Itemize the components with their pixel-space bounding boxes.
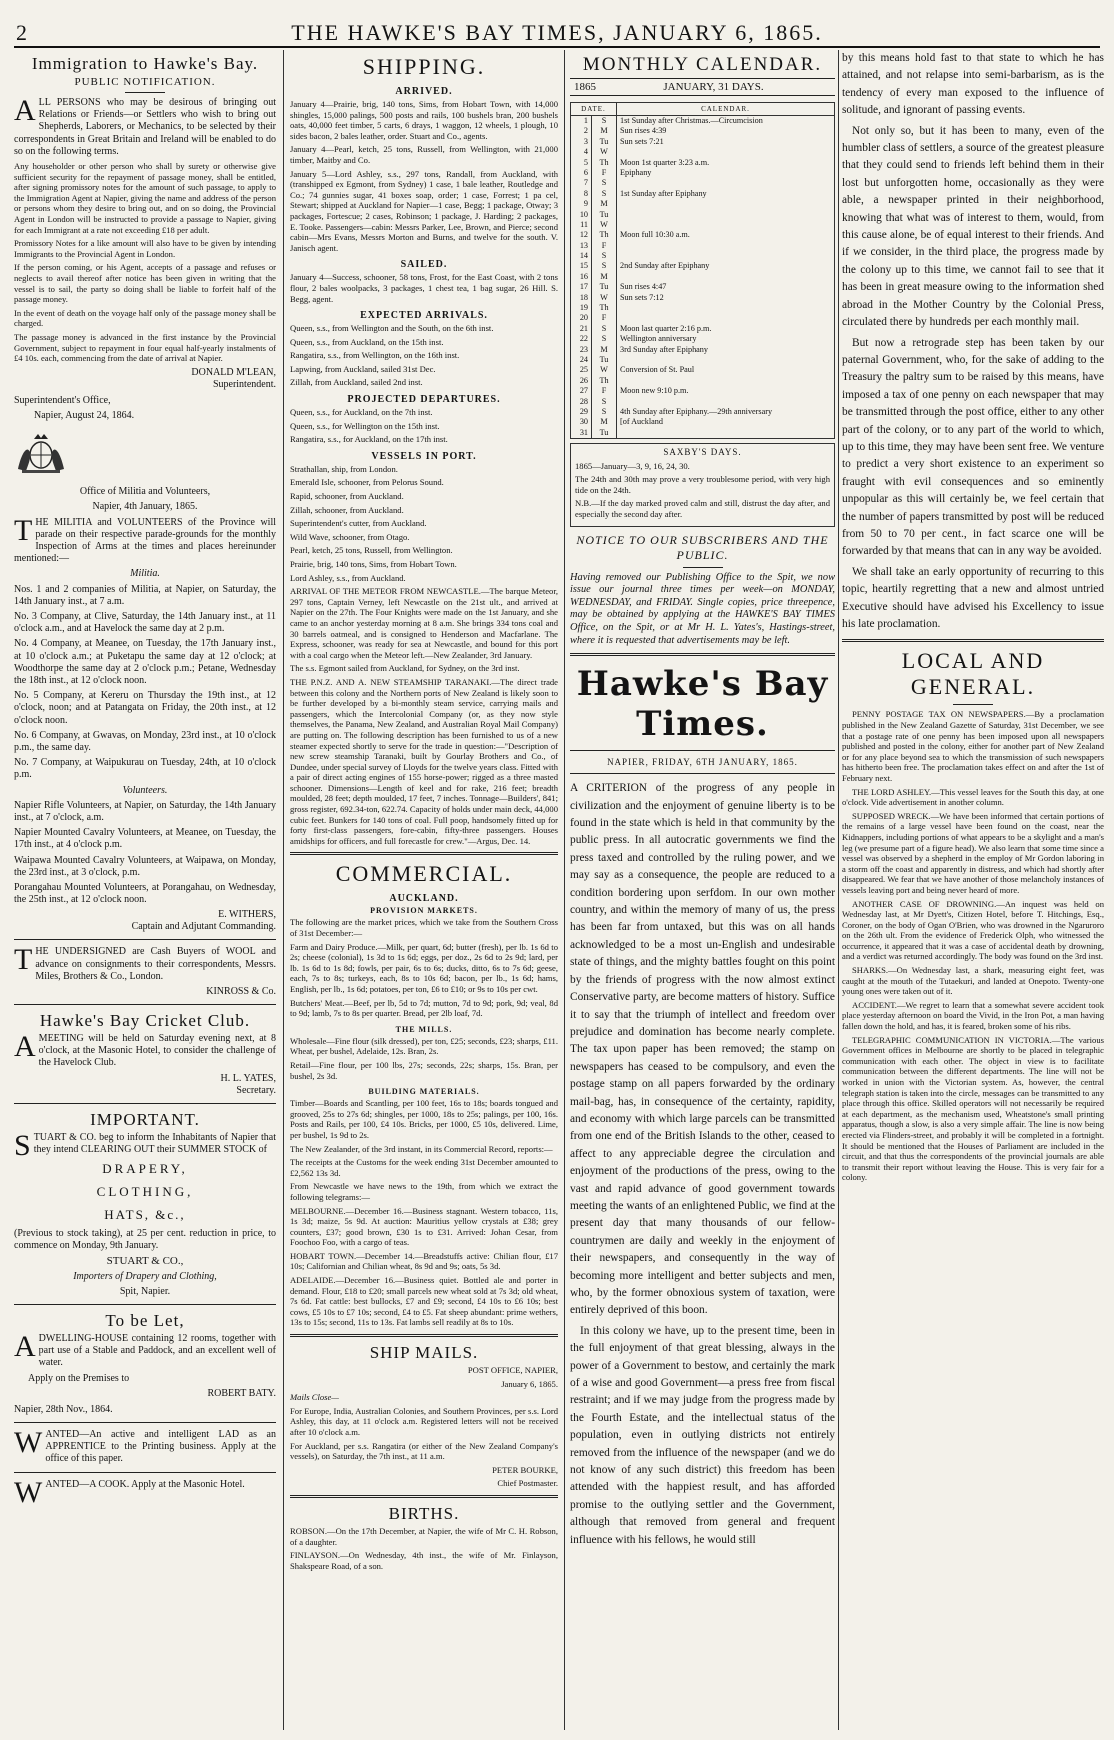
calendar-day: 12 (571, 230, 592, 240)
calendar-day: 7 (571, 178, 592, 188)
calendar-row (571, 178, 835, 188)
signature: H. L. YATES, Secretary. (220, 1072, 276, 1096)
editorial-paragraph: by this means hold fast to that state to which he has attained, and not relapse into semi-barbarism, as is the tendency of every man exposed to the influence of solitude, and ignorant of passing events. (842, 52, 1104, 117)
office-line: Superintendent's Office, (14, 394, 111, 406)
vessel-entry: Prairie, brig, 140 tons, Sims, from Hobart Town. (290, 559, 457, 569)
column-rule (564, 50, 565, 1730)
immigration-paragraph: Promissory Notes for a like amount will also have to be given by intending Immigrants to the Provincial Agent in London. (14, 238, 276, 259)
mail-entry: For Auckland, per s.s. Rangatira (or either of the New Zealand Company's vessels), on Saturday, the 7th inst., at 11 a.m. (290, 1440, 558, 1462)
calendar-weekday: M (592, 345, 617, 355)
calendar-event: Conversion of St. Paul (617, 365, 835, 375)
calendar-day: 22 (571, 334, 592, 344)
calendar-event: Sun sets 7:21 (617, 137, 835, 147)
dropcap: W (14, 1426, 43, 1460)
divider (570, 653, 835, 656)
calendar-day: 9 (571, 199, 592, 209)
divider (290, 1495, 558, 1498)
calendar-row (571, 407, 835, 417)
calendar-row (571, 168, 835, 178)
cricket-ad: AMEETING will be held on Saturday evening next, at 8 o'clock, at the Masonic Hotel, to consider the challenge of the Havelock Club. (14, 1030, 276, 1069)
calendar-weekday: Tu (592, 282, 617, 292)
calendar-day: 23 (571, 345, 592, 355)
calendar-row (571, 241, 835, 251)
calendar-year: 1865 (574, 81, 596, 93)
shipping-entry: January 4—Success, schooner, 58 tons, Frost, for the East Coast, with 2 tons flour, 2 bales woolpacks, 3 packages, 1 chest tea, 1 bag sugar, 26 Hill. S. Begg, agent. (290, 272, 558, 304)
calendar-event (617, 220, 835, 230)
divider (570, 773, 835, 774)
editorial-paragraph: In this colony we have, up to the present time, been in the full enjoyment of that great blessing, always in the power of a Government to bestow, and certainly the mark of a wise and good Government—a press free from fiscal restraint; and if we may judge from the progress made by the Fourth Estate, and the intellectual status of the population, even in outlying districts not entirely removed from the influence of the newspaper (and we do not know of any such district) this freedom has been attended with the happiest result, and has afforded promise to the outlying settler and the Government, although that removed from general and frequent influence with his fellows, he would still (570, 1324, 835, 1546)
sailed-heading: SAILED. (400, 259, 448, 271)
signature: PETER BOURKE, (492, 1464, 558, 1475)
militia-item: Nos. 1 and 2 companies of Militia, at Napier, on Saturday, the 14th January inst., at 7 a.m. (14, 583, 276, 607)
important-terms: (Previous to stock taking), at 25 per cent. reduction in price, to commence on Monday, 9th January. (14, 1228, 276, 1252)
column-2 (290, 50, 558, 1574)
calendar-day: 18 (571, 293, 592, 303)
calendar-row (571, 324, 835, 334)
mail-entry: For Europe, India, Australian Colonies, and Southern Provinces, per s.s. Lord Ashley, this day, at 11 o'clock a.m. Registered letters will not be received after 10 o'clock a.m. (290, 1405, 558, 1437)
notice-text: Having removed our Publishing Office to the Spit, we now issue our journal three times per week—on MONDAY, WEDNESDAY, and FRIDAY. Single copies, price threepence, may be obtained by applying at the HAWKE'S BAY TIMES Office, on the Spit, or at Mr H. L. Yates's, Hastings-street, where it is requested that advertisements may be left. (570, 571, 835, 646)
vessel-entry: Strathallan, ship, from London. (290, 463, 398, 474)
provision-heading: PROVISION MARKETS. (370, 906, 478, 916)
militia-item: No. 7 Company, at Waipukurau on Tuesday, 24th, at 10 o'clock p.m. (14, 757, 276, 781)
divider (14, 1103, 276, 1104)
short-rule (125, 92, 165, 93)
vessel-entry: Emerald Isle, schooner, from Pelorus Sound. (290, 477, 444, 488)
calendar-event (617, 210, 835, 220)
column-4 (842, 50, 1104, 1186)
calendar-row (571, 220, 835, 230)
mills-heading: THE MILLS. (395, 1024, 453, 1034)
saxby-days: 1865—January—3, 9, 16, 24, 30. (575, 460, 690, 471)
calendar-weekday: F (592, 241, 617, 251)
calendar-row (571, 417, 835, 427)
page-number: 2 (16, 20, 27, 45)
calendar-event (617, 428, 835, 439)
mails-close-label: Mails Close— (290, 1392, 339, 1403)
calendar-day: 4 (571, 147, 592, 157)
vessel-entry: Zillah, schooner, from Auckland. (290, 504, 404, 515)
calendar-day: 26 (571, 376, 592, 386)
calendar-weekday: S (592, 261, 617, 271)
post-date-line: January 6, 1865. (501, 1378, 558, 1389)
calendar-event: 1st Sunday after Epiphany (617, 189, 835, 199)
calendar-month: JANUARY, 31 DAYS. (663, 81, 764, 93)
calendar-weekday: S (592, 407, 617, 417)
immigration-heading: Immigration to Hawke's Bay. (31, 54, 259, 73)
militia-item: No. 3 Company, at Clive, Saturday, the 14th January inst., at 11 o'clock a.m., and at Havelock the same day at 2 p.m. (14, 610, 276, 635)
masthead-title: THE HAWKE'S BAY TIMES, JANUARY 6, 1865. (291, 20, 823, 45)
calendar-date-header: DATE. (571, 103, 617, 116)
dropcap: T (14, 943, 33, 977)
calendar-weekday: S (592, 178, 617, 188)
calendar-event (617, 397, 835, 407)
shipping-entry: Rangatira, s.s., for Auckland, on the 17th inst. (290, 434, 448, 445)
divider (14, 1422, 276, 1423)
calendar-event (617, 272, 835, 282)
projected-heading: PROJECTED DEPARTURES. (347, 394, 501, 406)
calendar-event: 3rd Sunday after Epiphany (617, 345, 835, 355)
ship-mails-heading: SHIP MAILS. (369, 1343, 479, 1363)
calendar-day: 20 (571, 313, 592, 323)
calendar-day: 6 (571, 168, 592, 178)
calendar-event (617, 355, 835, 365)
calendar-event: Epiphany (617, 168, 835, 178)
calendar-event: [of Auckland (617, 417, 835, 427)
calendar-event: Sun rises 4:39 (617, 126, 835, 136)
market-entry: ADELAIDE.—December 16.—Business quiet. Bottled ale and porter in demand. Flour, £18 to £20; small parcels new wheat sold at 7s 3d; old wheat, 7s 6d. Fat cattle: best bullocks, £7 and £9; second, £4 10s to £6 10s; best cows, £5 10s to £7 10s; second, £4 to £5. Fat sheep abundant: prime wethers, 13s to 15s; second, 11s to 13s. Fat lambs sell readily at 8s to 10s. (290, 1275, 558, 1328)
calendar-day: 15 (571, 261, 592, 271)
signature-line: Importers of Drapery and Clothing, (73, 1270, 217, 1282)
dropcap: A (14, 1330, 36, 1364)
calendar-event (617, 303, 835, 313)
calendar-event: Wellington anniversary (617, 334, 835, 344)
divider (14, 1472, 276, 1473)
calendar-weekday: Th (592, 230, 617, 240)
calendar-event (617, 241, 835, 251)
cricket-heading: Hawke's Bay Cricket Club. (39, 1011, 251, 1031)
stock-line: CLOTHING, (96, 1184, 194, 1200)
militia-office: Office of Militia and Volunteers, (79, 486, 211, 498)
volunteers-label: Volunteers. (122, 784, 168, 796)
immigration-subheading: PUBLIC NOTIFICATION. (74, 76, 216, 88)
calendar-weekday: W (592, 220, 617, 230)
market-entry: HOBART TOWN.—December 14.—Breadstuffs active: Chilian flour, £17 10s; Californian and Chilian wheat, 8s 9d and 9s; oats, 5s 3d. (290, 1250, 558, 1272)
vessels-heading: VESSELS IN PORT. (371, 450, 477, 462)
stock-line: HATS, &c., (104, 1207, 186, 1223)
column-rule (283, 50, 284, 1730)
divider (14, 1004, 276, 1005)
calendar-weekday: W (592, 365, 617, 375)
calendar-weekday: M (592, 199, 617, 209)
calendar-weekday: Tu (592, 428, 617, 439)
calendar-row (571, 386, 835, 396)
wool-ad: THE UNDERSIGNED are Cash Buyers of WOOL and advance on consignments to their correspondents, Messrs. Miles, Brothers & Co., London. (14, 943, 276, 982)
tolet-ad: ADWELLING-HOUSE containing 12 rooms, together with part use of a Stable and Paddock, and an excellent well of water. (14, 1330, 276, 1369)
vessel-entry: Pearl, ketch, 25 tons, Russell, from Wellington. (290, 545, 453, 556)
short-rule (683, 567, 723, 568)
immigration-paragraph: ALL PERSONS who may be desirous of bringing out Relations or Friends—or Settlers who wish to bring out Shepherds, Laborers, or Mechanics, to be selected by their correspondents in Great Britain and Ireland will be enabled to do so on the following terms. (14, 94, 276, 157)
news-item: PENNY POSTAGE TAX ON NEWSPAPERS.—By a proclamation published in the New Zealand Gazette of Saturday, 31st December, we see that a postage rate of one penny has been imposed upon all newspapers published and posted in the colony, either for another part of New Zealand or for any place beyond sea to which the transmission of such newspapers has hitherto been free. The proclamation takes effect on and after the 1st of February next. (842, 709, 1104, 783)
calendar-weekday: S (592, 324, 617, 334)
shipping-entry: Queen, s.s., from Auckland, on the 15th inst. (290, 336, 444, 347)
calendar-row (571, 137, 835, 147)
calendar-weekday: W (592, 293, 617, 303)
signature: KINROSS & Co. (206, 986, 276, 998)
calendar-row (571, 428, 835, 439)
date-line: Napier, August 24, 1864. (34, 409, 135, 421)
shipping-entry: Lapwing, from Auckland, sailed 31st Dec. (290, 363, 436, 374)
immigration-paragraph: In the event of death on the voyage half only of the passage money shall be charged. (14, 307, 276, 329)
editorial-dateline: NAPIER, FRIDAY, 6TH JANUARY, 1865. (607, 757, 798, 768)
market-entry: The following are the market prices, which we take from the Southern Cross of 31st December:— (290, 917, 558, 939)
shipping-heading: SHIPPING. (362, 54, 486, 79)
shipping-news: ARRIVAL OF THE METEOR FROM NEWCASTLE.—The barque Meteor, 297 tons, Captain Verney, left Newcastle on the 21st ult., and arrived at Napier on the 27th. The Four Knights were made on the 1st January, and she came to an anchor yesterday morning at 8 a.m. She brings 334 tons coal and 30 barrels oatmeal, and is consigned to Henderson and Macfarlane. The Express, schooner, was ready for sea at Newcastle, and bound for this port with a coal cargo when the Meteor left.—New Zealander, 3rd January. (290, 586, 558, 660)
calendar-weekday: S (592, 251, 617, 261)
calendar-day: 3 (571, 137, 592, 147)
divider (290, 1334, 558, 1337)
nameplate: Hawke's Bay Times. (576, 664, 829, 745)
calendar-event (617, 313, 835, 323)
signature: STUART & CO., (106, 1255, 184, 1268)
market-entry: Butchers' Meat.—Beef, per lb, 5d to 7d; mutton, 7d to 9d; pork, 9d; veal, 8d to 9d; lamb, 7s to 8s per quarter. Bread, per 2lb loaf, 7d. (290, 997, 558, 1019)
vessel-entry: Rapid, schooner, from Auckland. (290, 491, 404, 502)
notice-heading: NOTICE TO OUR SUBSCRIBERS AND THE PUBLIC. (576, 532, 829, 562)
news-item: TELEGRAPHIC COMMUNICATION IN VICTORIA.—The various Government offices in Melbourne are shortly to be placed in telegraphic communication with each other. The object in view is to facilitate communication between the different departments. The line will not be worked in union with the Victorian system. As, however, the central telegraph station is taken into the circle, messages can be transmitted to any place through this office. Skilled operators will not necessarily be required at each department, as the mechanism used, Wheatstone's small printing apparatus, though a slow, is also a very simple affair. The line is now being erected via Flinders-street, and probably it will be completed in a fortnight. It should be mentioned that the Houses of Parliament are included in the circuit, and that thus the correspondents of the provincial journals are able to transmit their report without leaving the House. This is very fair for a colony. (842, 1034, 1104, 1183)
news-item: SHARKS.—On Wednesday last, a shark, measuring eight feet, was caught at the mouth of the Tutaekuri, and landed at Onepoto. Twenty-one young ones were taken out of it. (842, 965, 1104, 997)
market-entry: Wholesale—Fine flour (silk dressed), per ton, £25; seconds, £23; sharps, £11. Wheat, per bushel, Adelaide, 12s. Bran, 2s. (290, 1035, 558, 1057)
wanted-ad: WANTED—A COOK. Apply at the Masonic Hotel. (14, 1475, 245, 1506)
calendar-row (571, 282, 835, 292)
royal-crest-icon (14, 431, 68, 475)
calendar-event: 1st Sunday after Christmas.—Circumcision (617, 116, 835, 127)
masthead (14, 20, 1100, 48)
calendar-row (571, 261, 835, 271)
immigration-paragraph: If the person coming, or his Agent, accepts of a passage and refuses or neglects to avail thereof after notice has been given in writing that the vessel is to sail, the party so doing shall be liable to forfeit half of the passage money. (14, 262, 276, 305)
calendar-day: 21 (571, 324, 592, 334)
signature-line: Chief Postmaster. (497, 1478, 558, 1489)
vessel-entry: Wild Wave, schooner, from Otago. (290, 531, 410, 542)
calendar-day: 8 (571, 189, 592, 199)
calendar-subline (570, 78, 835, 96)
editorial-paragraph: We shall take an early opportunity of recurring to this topic, heartily regretting that a new and almost untried Executive should have advised his Excellency to issue his late proclamation. (842, 565, 1104, 630)
calendar-day: 27 (571, 386, 592, 396)
tolet-heading: To be Let, (105, 1311, 185, 1331)
news-item: THE LORD ASHLEY.—This vessel leaves for the South this day, at one o'clock. Vide advertisement in another column. (842, 786, 1104, 808)
column-rule (838, 50, 839, 1730)
calendar-day: 31 (571, 428, 592, 439)
market-entry: From Newcastle we have news to the 19th, from which we extract the following telegrams:— (290, 1181, 558, 1202)
calendar-row (571, 251, 835, 261)
calendar-row (571, 230, 835, 240)
calendar-day: 24 (571, 355, 592, 365)
calendar-event (617, 376, 835, 386)
calendar-day: 10 (571, 210, 592, 220)
calendar-weekday: Tu (592, 137, 617, 147)
dropcap: W (14, 1475, 43, 1506)
column-1 (14, 50, 276, 1506)
calendar-row (571, 303, 835, 313)
news-item: ACCIDENT.—We regret to learn that a somewhat severe accident took place yesterday afternoon on board the Vivid, in the Iron Pot, a man having fallen down the hold, and has, it is feared, broken some of his ribs. (842, 999, 1104, 1032)
calendar-event (617, 199, 835, 209)
shipping-entry: Queen, s.s., for Auckland, on the 7th inst. (290, 407, 433, 418)
vessel-entry: Lord Ashley, s.s., from Auckland. (290, 572, 406, 583)
calendar-day: 28 (571, 397, 592, 407)
calendar-row (571, 397, 835, 407)
local-general-heading: LOCAL AND GENERAL. (901, 648, 1045, 700)
expected-heading: EXPECTED ARRIVALS. (360, 310, 488, 322)
calendar-row (571, 293, 835, 303)
birth-entry: FINLAYSON.—On Wednesday, 4th inst., the wife of Mr. Finlayson, Shakspeare Road, of a son. (290, 1550, 558, 1571)
shipping-entry: Queen, s.s., from Wellington and the South, on the 6th inst. (290, 323, 494, 334)
market-entry: MELBOURNE.—December 16.—Business stagnant. Western tobacco, 11s, 1s 3d; maize, 5s 9d. At auction: Mauritius yellow crystals at £38; grey counters, £37; good brown, £30 1s to £31. Arrived: Johan Cesar, from Foochoo Foo, with a cargo of teas. (290, 1205, 558, 1248)
important-ad: STUART & CO. beg to inform the Inhabitants of Napier that they intend CLEARING OUT their SUMMER STOCK of (14, 1128, 276, 1162)
calendar-weekday: W (592, 147, 617, 157)
calendar-weekday: S (592, 116, 617, 127)
divider (14, 939, 276, 940)
saxby-nb: N.B.—If the day marked proved calm and still, distrust the day after, and especially the second day after. (575, 498, 830, 520)
market-entry: The receipts at the Customs for the week ending 31st December amounted to £2,562 13s 3d. (290, 1157, 558, 1178)
calendar-event (617, 251, 835, 261)
divider (842, 639, 1104, 642)
immigration-paragraph: The passage money is advanced in the first instance by the Provincial Government, subject to repayment in four equal half-yearly instalments of £4 10s. each, commencing from the date of arrival at Napier. (14, 331, 276, 364)
news-item: SUPPOSED WRECK.—We have been informed that certain portions of the remains of a large vessel have been found on the coast, near the Kidnappers, including portions of what appears to be a skylight and a man's leg (we presume part of a figure head). We also learn that some time since a vessel was observed by a shepherd in the employ of Mr Gordon laboring in a storm off the coast and apparently in distress, and which had shortly after disappeared. We fear that we have another of those melancholy instances of vessels leaving port and being never heard of more. (842, 810, 1104, 895)
calendar-weekday: S (592, 334, 617, 344)
calendar-table (570, 102, 835, 439)
militia-label: Militia. (130, 568, 160, 580)
signature: ROBERT BATY. (207, 1387, 276, 1399)
calendar-event: Moon full 10:30 a.m. (617, 230, 835, 240)
stock-line: DRAPERY, (102, 1161, 188, 1177)
calendar-weekday: M (592, 126, 617, 136)
calendar-row (571, 116, 835, 127)
saxby-box (570, 443, 835, 527)
calendar-event (617, 178, 835, 188)
news-item: ANOTHER CASE OF DROWNING.—An inquest was held on Wednesday last, at Mr Dyett's, Citizen Hotel, before T. Hitchings, Esq., Coroner, on the body of Ogan O'Brien, who was drowned in the Ngaruroro on the 26th ult. From the evidence of Frederick Olph, who witnessed the occurrence, it appeared that it was a case of accidental death by drowning, and a verdict was returned accordingly. The body was found on the 3rd inst. (842, 898, 1104, 962)
building-heading: BUILDING MATERIALS. (368, 1087, 480, 1097)
calendar-event: 2nd Sunday after Epiphany (617, 261, 835, 271)
signature: DONALD M'LEAN, Superintendent. (191, 366, 276, 390)
calendar-row (571, 158, 835, 168)
calendar-weekday: Tu (592, 210, 617, 220)
calendar-day: 19 (571, 303, 592, 313)
calendar-day: 1 (571, 116, 592, 127)
calendar-weekday: M (592, 272, 617, 282)
calendar-row (571, 313, 835, 323)
calendar-day: 11 (571, 220, 592, 230)
calendar-weekday: F (592, 386, 617, 396)
calendar-weekday: S (592, 397, 617, 407)
post-office-line: POST OFFICE, NAPIER, (467, 1365, 558, 1376)
important-heading: IMPORTANT. (90, 1109, 200, 1129)
dropcap: A (14, 94, 36, 127)
arrived-heading: ARRIVED. (395, 86, 453, 97)
calendar-weekday: Th (592, 158, 617, 168)
volunteers-item: Porangahau Mounted Volunteers, at Porangahau, on Wednesday, the 25th inst., at 12 o'clock noon. (14, 882, 276, 906)
dropcap: T (14, 513, 33, 547)
market-entry: Farm and Dairy Produce.—Milk, per quart, 6d; butter (fresh), per lb. 1s 6d to 2s; cheese (colonial), 1s 3d to 1s 6d; eggs, per doz., 2s 6d to 2s 9d; lard, per lb. 1s 6d to 1s 8d; fowls, per pair, 6s to 6s; ducks, ditto, 6s to 7s 6d; geese, each, 7s to 8s; turkeys, each, 8s to 10s 6d; bacon, per lb., 1s 6d; hams, English, per lb., 1s 6d; potatoes, per ton, £6 to £10; or 9s to 10s per cwt. (290, 941, 558, 994)
calendar-day: 17 (571, 282, 592, 292)
calendar-weekday: M (592, 417, 617, 427)
shipping-news: THE P.N.Z. AND A. NEW STEAMSHIP TARANAKI.—The direct trade between this colony and the Northern ports of New Zealand is likely soon to be further developed by a bi-monthly steam service, carrying mails and passengers, which the Intercolonial Company (or, as they now style themselves, the Panama, New Zealand, and Australian Royal Mail Company) are putting on. The following description has been furnished to us of a new steamer expected shortly to serve for the trade in question:—"Description of new screw steamship Taranaki, built by Gourlay Brothers and Co., of Dundee, under special survey of Lloyds for the twelve years class. Fitted with a pair of direct acting engines of 155 horse-power; rigged as a three masted schooner. Dimensions—Length of keel and for rake, 216 feet; breadth moulded, 28 feet; depth moulded, 17 feet, 7 inches. Tonnage—Builders', 841; gross register, 692.34-ton, 622.74. Capacity of holds under main deck, 44,000 cubic feet. Bunkers for 140 tons of coal. Full poop, handsomely fitted up for forty first-class passengers, fore-cabin, fifty-three passengers. Houses amidships for officers, and full forecastle for crew."—Argus, Dec. 14. (290, 676, 558, 846)
editorial-paragraph: A CRITERION of the progress of any people in civilization and the enjoyment of genuine liberty is to be found in the state which is held in that community by the public press. In all autocratic governments we find the press taxed and controlled by the ruling power, and we may say as a consequence, the people are reduced to a condition bordering upon serfdom. In our own mother country, and within the memory of many of us, the press has been far from untaxed, but this was on all hands acknowledged to be a most un-English and undesirable state of things, and the mighty battles fought on this point by the friends of progress with the now almost extinct Conservative party, are become matters of history. Suffice it to say that the triumph of intellect and freedom over prejudice and domination has become nearly complete. The tax upon paper has been removed; the stamp on newspapers has ceased to be compulsory, and even the postage stamp on all papers forwarded by the ordinary mail-bag, has, in consequence of the certainty, rapidity, and economy with which large parcels can be transmitted from one end of the British Islands to the other, ceased to affect to any appreciable degree the circulation and enjoyment of the productions of the press, owing to the vast and rapid advance of good government towards meeting the wants of an enlightened Public, we find at the present day that many thousands of our fellow-countrymen are daily and weekly in the enjoyment of their newspapers, and consequently in the way of becoming more intelligent and better subjects and men, who, by the former obnoxious system of taxation, were entirely deprived of this boon. (570, 782, 835, 1317)
calendar-day: 16 (571, 272, 592, 282)
market-entry: Retail—Fine flour, per 100 lbs, 27s; seconds, 22s; sharps, 15s. Bran, per bushel, 2s 3d. (290, 1059, 558, 1081)
auckland-heading: AUCKLAND. (389, 893, 459, 905)
calendar-row (571, 272, 835, 282)
shipping-entry: Zillah, from Auckland, sailed 2nd inst. (290, 377, 423, 388)
calendar-day: 2 (571, 126, 592, 136)
saxby-title: SAXBY'S DAYS. (663, 447, 742, 458)
calendar-weekday: Th (592, 303, 617, 313)
editorial-paragraph: Not only so, but it has been to many, even of the humbler class of settlers, a source of the greatest pleasure that they could send to friends left behind them in their lost but unforgotten home, occasionally as they were able, a newspaper printed in their neighborhood, knowing that what was of interest to them, would, from this cause alone, be of equal interest to their friends. And if we consider, in the third place, the progress made by the colony up to this time, we cannot fail to see that it has been in great measure owing to the information shed abroad in the Mother Country by the Colonial Press, circulated there by hundreds per each monthly mail. (842, 124, 1104, 329)
calendar-event: Sun sets 7:12 (617, 293, 835, 303)
calendar-day: 30 (571, 417, 592, 427)
calendar-row (571, 126, 835, 136)
market-entry: The New Zealander, of the 3rd instant, in its Commercial Record, reports:— (290, 1143, 553, 1154)
calendar-event (617, 147, 835, 157)
divider (290, 852, 558, 855)
calendar-weekday: Tu (592, 355, 617, 365)
calendar-row (571, 199, 835, 209)
calendar-day: 5 (571, 158, 592, 168)
calendar-row (571, 147, 835, 157)
calendar-row (571, 334, 835, 344)
militia-item: No. 4 Company, at Meanee, on Tuesday, the 17th January inst., at 10 o'clock a.m.; at Puketapu the same day at 12 o'clock; at Woodthorpe the same day at 2 o'clock p.m.; Petane, Wednesday the 18th inst., at 12 o'clock noon. (14, 638, 276, 686)
calendar-weekday: Th (592, 376, 617, 386)
market-entry: Timber—Boards and Scantling, per 100 feet, 16s to 18s; boards tongued and grooved, 25s to 27s 6d; shingles, per 1000, 18s to 25s; palings, per 100, 16s. Posts and Rails, per 100, £4 10s. Bricks, per 1000, £5 10s, delivered. Lime, per bushel, 1s 9d to 2s. (290, 1098, 558, 1140)
wanted-ad: WANTED—An active and intelligent LAD as an APPRENTICE to the Printing business. Apply at the office of this paper. (14, 1426, 276, 1465)
calendar-row (571, 345, 835, 355)
calendar-row (571, 189, 835, 199)
calendar-event: Moon last quarter 2:16 p.m. (617, 324, 835, 334)
calendar-row (571, 376, 835, 386)
calendar-event: 4th Sunday after Epiphany.—29th anniversary (617, 407, 835, 417)
calendar-weekday: S (592, 189, 617, 199)
date-line: Napier, 28th Nov., 1864. (14, 1403, 113, 1415)
calendar-day: 13 (571, 241, 592, 251)
calendar-day: 14 (571, 251, 592, 261)
column-3 (570, 50, 835, 1552)
calendar-events-header: CALENDAR. (617, 103, 835, 116)
vessel-entry: Superintendent's cutter, from Auckland. (290, 518, 427, 529)
calendar-title: MONTHLY CALENDAR. (582, 54, 823, 75)
commercial-heading: COMMERCIAL. (335, 861, 513, 887)
calendar-row (571, 365, 835, 375)
volunteers-item: Napier Mounted Cavalry Volunteers, at Meanee, on Tuesday, the 17th inst., at 4 o'clock p.m. (14, 827, 276, 851)
shipping-news: The s.s. Egmont sailed from Auckland, for Sydney, on the 3rd inst. (290, 663, 520, 674)
calendar-row (571, 355, 835, 365)
saxby-note: The 24th and 30th may prove a very troublesome period, with very high tide on the 24th. (575, 474, 830, 495)
calendar-event: Moon new 9:10 p.m. (617, 386, 835, 396)
calendar-day: 25 (571, 365, 592, 375)
shipping-entry: Queen, s.s., for Wellington on the 15th inst. (290, 420, 440, 431)
militia-item: No. 5 Company, at Kereru on Thursday the 19th inst., at 12 o'clock, noon; and at Patangata on Friday, the 20th inst., at 12 o'clock noon. (14, 690, 276, 726)
militia-intro: THE MILITIA and VOLUNTEERS of the Province will parade on their respective parade-grounds for the monthly Inspection of Arms at the times and places hereinunder mentioned:— (14, 513, 276, 565)
militia-item: No. 6 Company, at Gwavas, on Monday, 23rd inst., at 10 o'clock p.m., the same day. (14, 729, 276, 753)
short-rule (953, 704, 993, 705)
calendar-day: 29 (571, 407, 592, 417)
dropcap: S (14, 1128, 31, 1162)
calendar-event: Moon 1st quarter 3:23 a.m. (617, 158, 835, 168)
immigration-paragraph: Any householder or other person who shall by surety or otherwise give sufficient security for the repayment of passage money, shall be entitled, after signing promissory notes for the amount of such passage, to apply to the Immigration Agent at Napier, giving the name and address of the person or persons whom they desire to bring out, and on so doing, the Provincial Agent in London will be instructed to provide a passage to Napier, giving for each Immigrant at a rate not exceeding £18 per adult. (14, 161, 276, 235)
divider (14, 1304, 276, 1305)
shipping-entry: January 4—Pearl, ketch, 25 tons, Russell, from Wellington, with 21,000 timber, Maitby and Co. (290, 144, 558, 165)
dropcap: A (14, 1030, 36, 1064)
birth-entry: ROBSON.—On the 17th December, at Napier, the wife of Mr C. H. Robson, of a daughter. (290, 1525, 558, 1547)
tolet-apply: Apply on the Premises to (28, 1372, 130, 1384)
calendar-weekday: F (592, 168, 617, 178)
editorial-paragraph: But now a retrograde step has been taken by our paternal Government, who, for the sake of adding to the Treasury the paltry sum to be raised by this means, have imposed a tax of one penny on each newspaper that may be transmitted through the post office, either to any other part of the colony, or to any part of the world to which, up to this time, they may have been sent free. We venture to predict a very short existence to an experiment so fraught with evil consequences and so eminently unpopular as this will certainly be, we feel certain that the number of papers transmitted by post will be reduced from 50 to 70 per cent., in fact scarce one will be forwarded by that means that can in any way be avoided. (842, 336, 1104, 558)
volunteers-item: Napier Rifle Volunteers, at Napier, on Saturday, the 14th January inst., at 7 o'clock, a.m. (14, 799, 276, 823)
shipping-entry: January 5—Lord Ashley, s.s., 297 tons, Randall, from Auckland, with (transhipped ex Egmont, from Sydney) 1 case, 1 bale leather, Routledge and Co.; 74 gunnies sugar, 41 boxes soap, order; 1 case, Forrest; 1 pa cel, Stewart; shipped at Auckland for Napier—1 case, Begg; 1 package, Otway; 3 packages, Fortescue; 2 cases, Robinson; 1 package, J. Harding; 2 packages, E. Tooke. Passengers—cabin: Messrs Parker, Lee, Brown, and Pierce; second cabin—Mrs Evans, Messrs Morton and Burns, and twelve for the south. V. Janisch agent. (290, 168, 558, 253)
shipping-entry: January 4—Prairie, brig, 140 tons, Sims, from Hobart Town, with 14,000 shingles, 15,000 palings, 500 posts and rails, 100 bushels bran, 200 bushels oats, 40,000 feet timber, 5 carts, 6 drays, 1 waggon, 12 wheels, 1 plough, 10 sides bacon, 2 bales leather, order. Stuart and Co., agents. (290, 99, 558, 141)
calendar-row (571, 210, 835, 220)
shipping-entry: Rangatira, s.s., from Wellington, on the 16th inst. (290, 350, 460, 361)
births-heading: BIRTHS. (388, 1503, 460, 1523)
calendar-event: Sun rises 4:47 (617, 282, 835, 292)
divider (570, 750, 835, 751)
militia-date: Napier, 4th January, 1865. (92, 501, 198, 513)
calendar-weekday: F (592, 313, 617, 323)
signature-line: Spit, Napier. (119, 1285, 171, 1297)
volunteers-item: Waipawa Mounted Cavalry Volunteers, at Waipawa, on Monday, the 23rd inst., at 3 o'clock, p.m. (14, 854, 276, 878)
signature: E. WITHERS, Captain and Adjutant Commanding. (131, 909, 276, 933)
